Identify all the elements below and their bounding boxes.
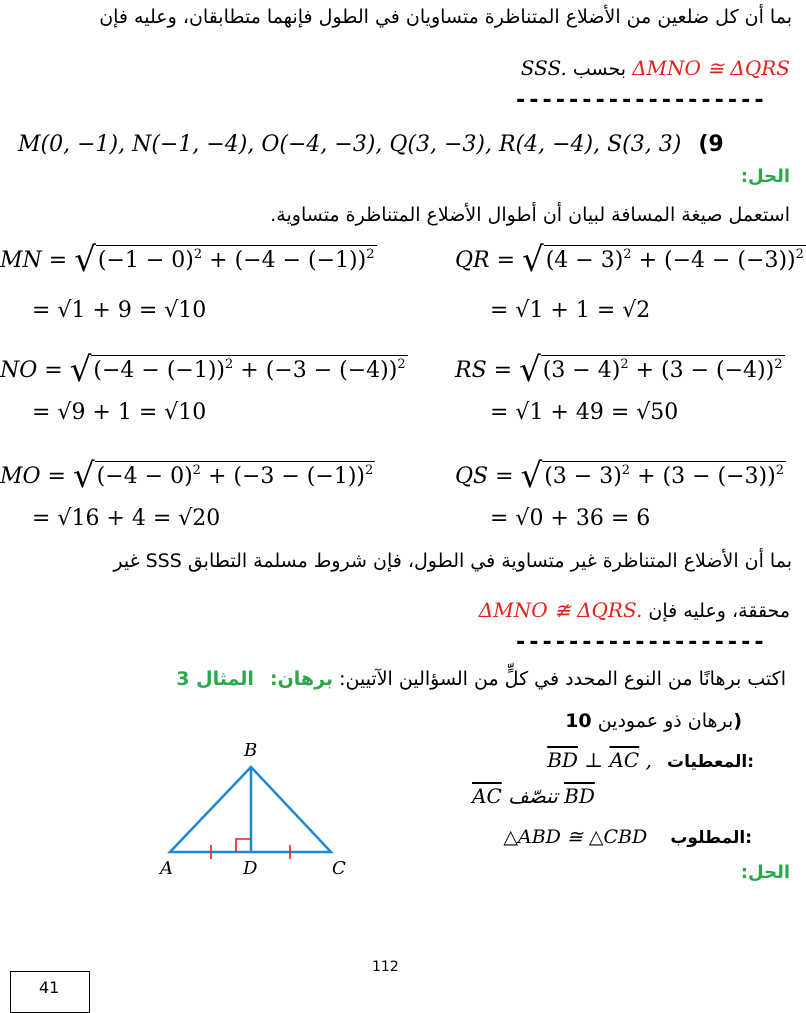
rs-result: = √1 + 49 = √50 bbox=[490, 400, 679, 425]
qs-result: = √0 + 36 = 6 bbox=[490, 506, 651, 531]
q9-points: M(0, −1), N(−1, −4), O(−4, −3), Q(3, −3), R(4, −4), S(3, 3) bbox=[18, 132, 682, 157]
mo-formula: MO = $√(-4 - 0)^2 + (-3 - (-1))^2$ bbox=[0, 456, 374, 496]
top-line-1: بما أن كل ضلعين من الأضلاع المتناظرة متساويان في الطول فإنهما متطابقان، وعليه فإن bbox=[99, 6, 792, 28]
not-congruent-statement: ΔMNO ≇ ΔQRS. bbox=[478, 598, 643, 622]
q9-conclusion-2 bbox=[479, 598, 790, 622]
given-2-b: $\overline{BD}$ bbox=[564, 784, 595, 808]
q9-number: (9 bbox=[698, 132, 724, 157]
prove-line bbox=[503, 826, 752, 848]
no-formula: NO = $√(-4 - (-1))^2 + (-3 - (-4))^2$ bbox=[0, 350, 406, 390]
page-number: 112 bbox=[372, 959, 399, 975]
q9-intro: استعمل صيغة المسافة لبيان أن أطوال الأضلاع المتناظرة متساوية. bbox=[270, 204, 790, 226]
q9-conclusion-1: بما أن الأضلاع المتناظرة غير متساوية في الطول، فإن شروط مسلمة التطابق SSS غير bbox=[113, 550, 792, 572]
label-d: D bbox=[243, 858, 258, 879]
prove-label: المطلوب: bbox=[670, 828, 752, 848]
rs-formula: RS = $√(3 - 4)^2 + (3 - (-4))^2$ bbox=[455, 350, 783, 390]
q10-text: برهان ذو عمودين bbox=[597, 710, 734, 732]
qr-formula: QR = $√(4 - 3)^2 + (-4 - (-3))^2$ bbox=[455, 240, 804, 280]
therefore-text: محققة، وعليه فإن bbox=[648, 600, 790, 622]
q9-solution-label: الحل: bbox=[740, 166, 790, 187]
label-c: C bbox=[332, 858, 346, 879]
example-instruction: اكتب برهانًا من النوع المحدد في كلٍّ من السؤالين الآتيين: bbox=[339, 668, 786, 690]
according-to-text: بحسب bbox=[572, 58, 627, 80]
qs-formula: QS = $√(3 - 3)^2 + (3 - (-3))^2$ bbox=[455, 456, 784, 496]
proof-label: برهان: bbox=[269, 668, 334, 690]
page-box bbox=[10, 971, 90, 1013]
mo-result: = √16 + 4 = √20 bbox=[32, 506, 221, 531]
separator-2: ------------------- bbox=[514, 630, 766, 655]
given-1: $\overline{BD}$ ⊥ $\overline{AC}$ , bbox=[547, 748, 652, 772]
example-heading bbox=[148, 668, 786, 690]
no-result: = √9 + 1 = √10 bbox=[32, 400, 207, 425]
given-2-text: تنصّف bbox=[508, 784, 558, 808]
example-label: المثال 3 bbox=[176, 668, 254, 690]
sss-label: SSS. bbox=[520, 56, 567, 80]
mn-result: = √1 + 9 = √10 bbox=[32, 298, 207, 323]
mn-formula: MN = $√(-1 - 0)^2 + (-4 - (-1))^2$ bbox=[0, 240, 375, 280]
given-2-a: $\overline{AC}$ bbox=[472, 784, 502, 808]
given-line-2 bbox=[472, 784, 595, 808]
qr-result: = √1 + 1 = √2 bbox=[490, 298, 651, 323]
page-box-number: 41 bbox=[39, 978, 60, 997]
q10-line bbox=[557, 710, 742, 732]
given-line-1 bbox=[547, 748, 754, 772]
congruence-statement: ΔMNO ≅ ΔQRS bbox=[632, 56, 790, 80]
label-a: A bbox=[160, 858, 173, 879]
triangle-figure bbox=[140, 708, 370, 888]
label-b: B bbox=[244, 740, 258, 761]
q9-line bbox=[18, 132, 724, 157]
example-solution-label: الحل: bbox=[740, 862, 790, 883]
given-label: المعطيات: bbox=[667, 752, 754, 772]
separator-1: ------------------- bbox=[514, 88, 766, 113]
top-line-2 bbox=[521, 56, 790, 80]
q10-number: 10) bbox=[565, 710, 742, 732]
prove-statement: △ABD ≅ △CBD bbox=[503, 826, 648, 848]
right-angle-mark bbox=[236, 839, 251, 852]
